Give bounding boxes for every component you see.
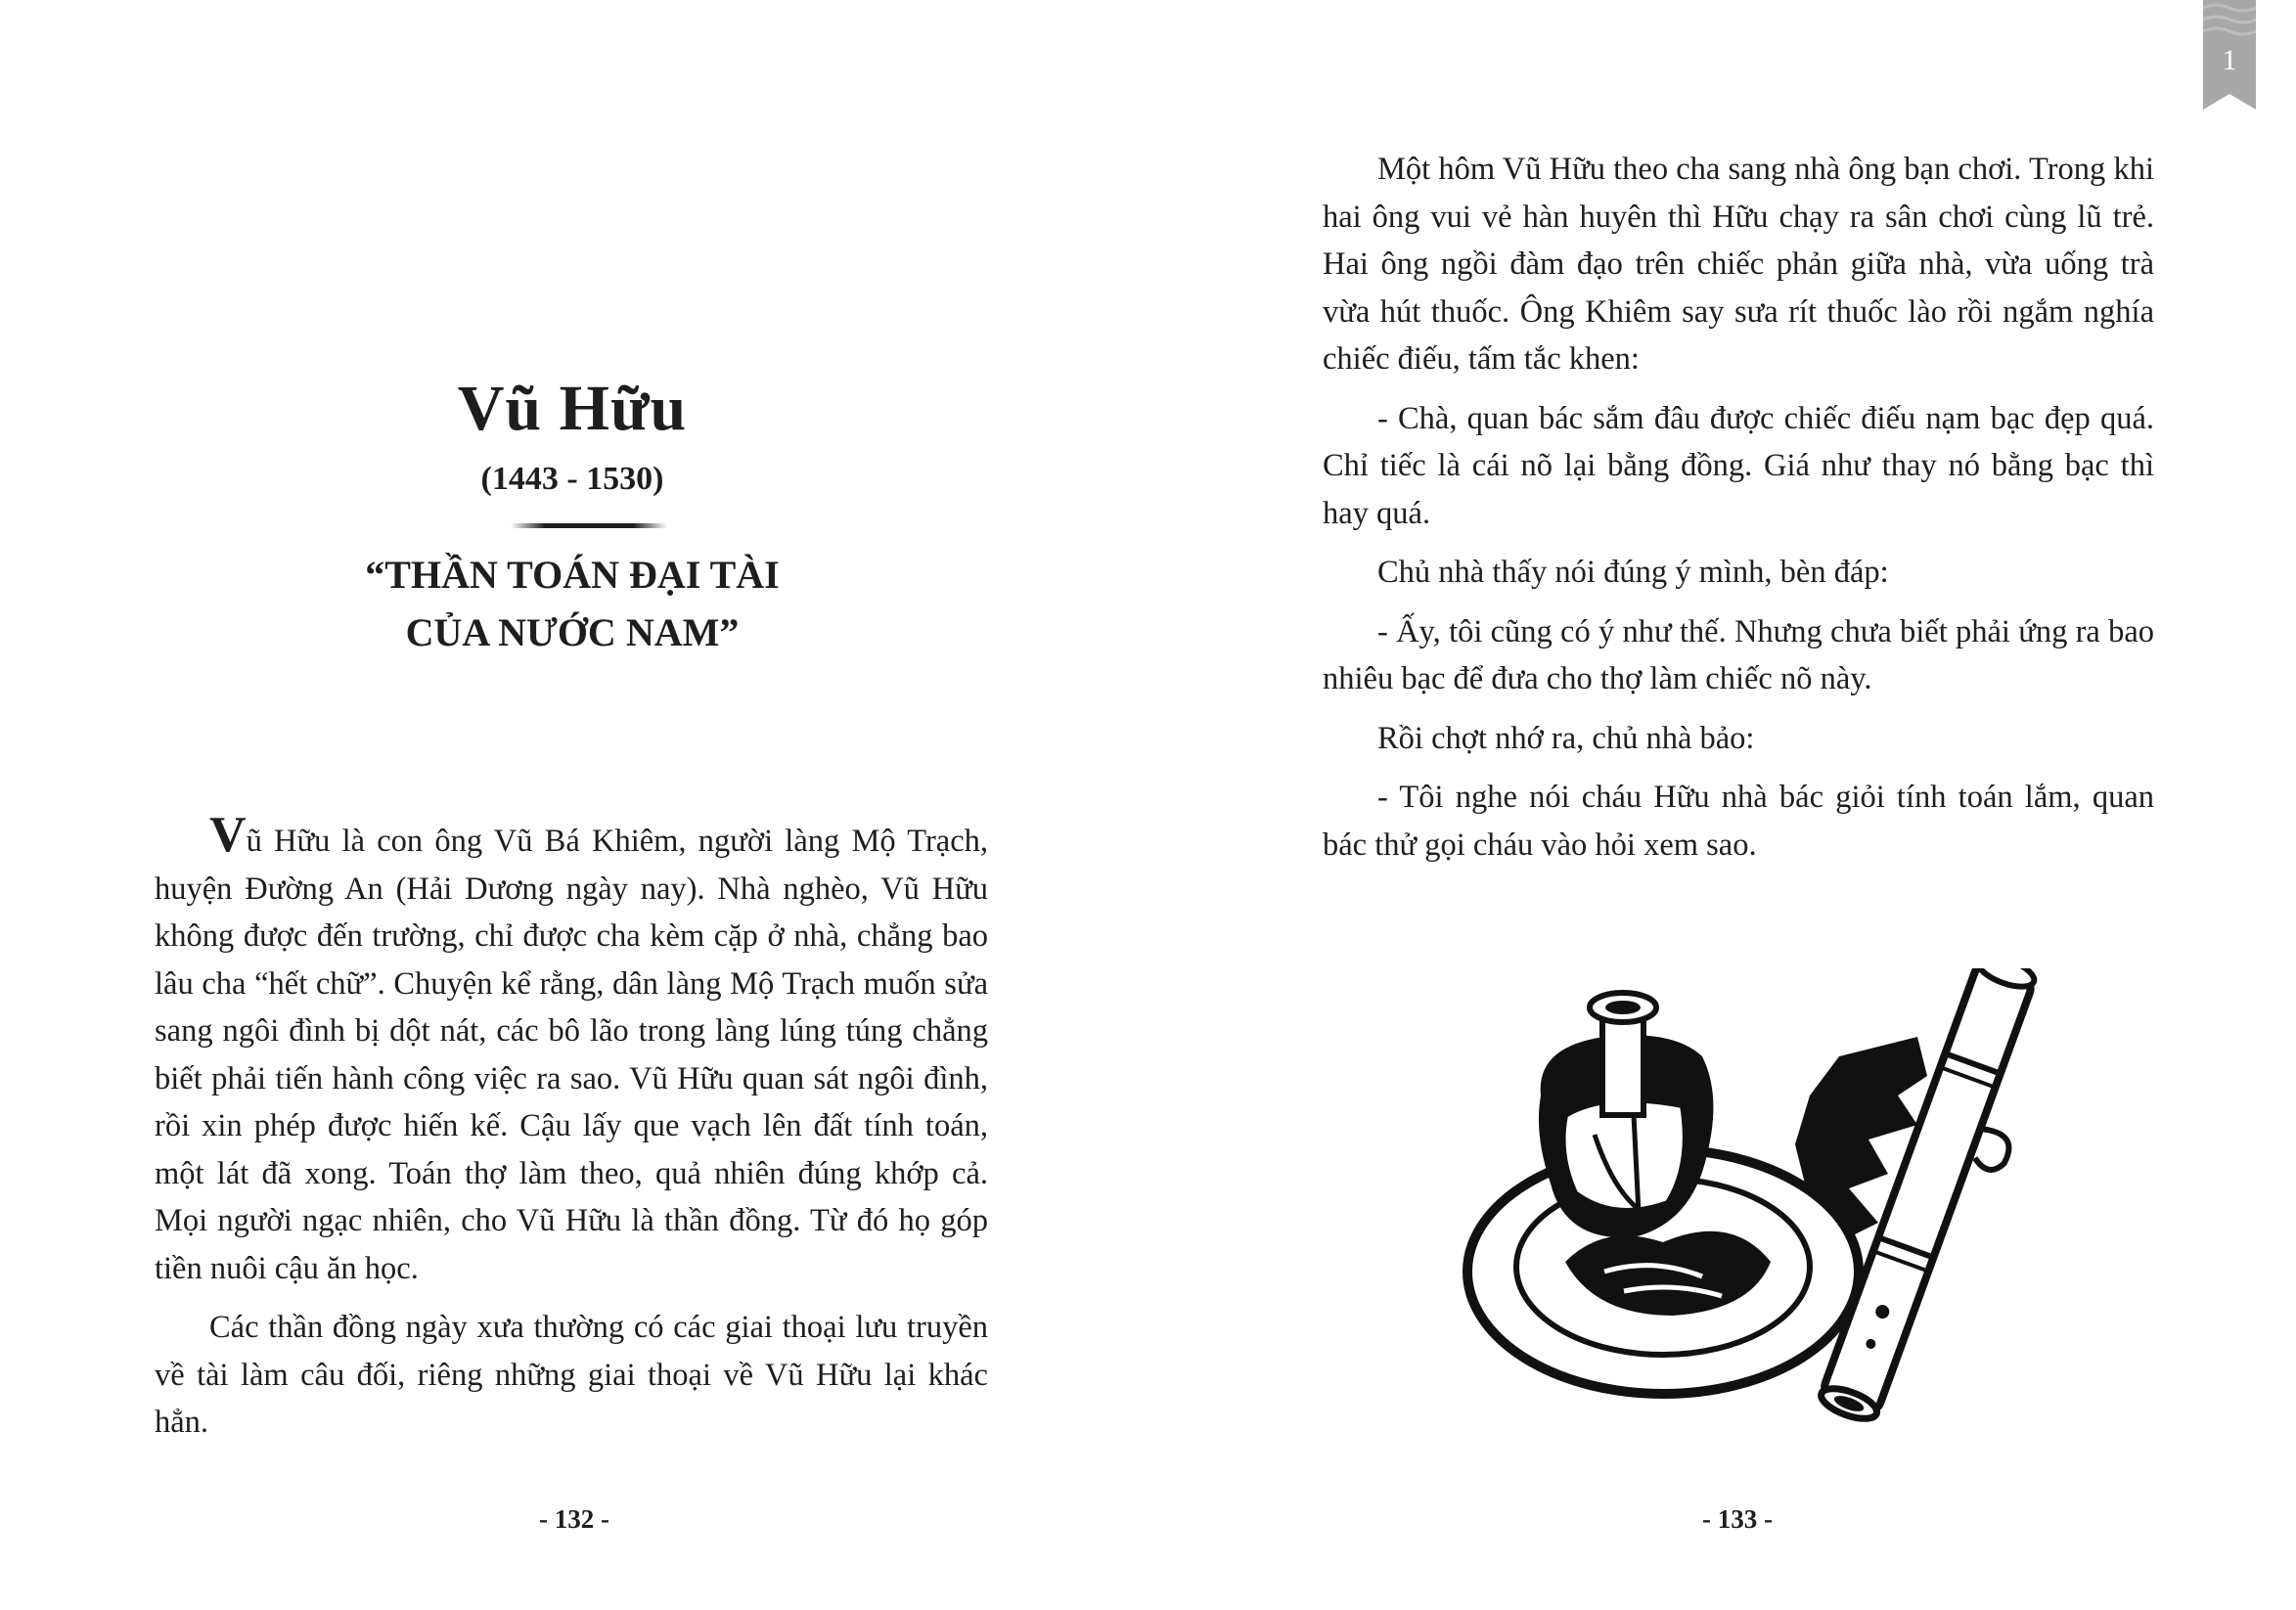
page-number-right: - 133 - [1702, 1504, 1773, 1534]
bookmark-number: 1 [2222, 44, 2237, 76]
right-body-text [1323, 146, 2154, 880]
chapter-title: Vũ Hữu [457, 373, 688, 444]
page-number-left: - 132 - [539, 1504, 609, 1534]
chapter-years: (1443 - 1530) [480, 461, 664, 497]
right-paragraph-3: Chủ nhà thấy nói đúng ý mình, bèn đáp: [1377, 555, 1889, 590]
tobacco-pipe-illustration [1458, 968, 2045, 1428]
right-paragraph-5: Rồi chợt nhớ ra, chủ nhà bảo: [1377, 720, 1755, 756]
subtitle-line-2: CỦA NƯỚC NAM” [405, 610, 740, 654]
right-paragraph-2: - Chà, quan bác sắm đâu được chiếc điếu nạm bạc đẹp quá. Chỉ tiếc là cái nõ lại bằng đồng. Giá như thay nó bằng bạc thì hay quá. [1323, 400, 2154, 531]
right-paragraph-1: Một hôm Vũ Hữu theo cha sang nhà ông bạn chơi. Trong khi hai ông vui vẻ hàn huyên thì Hữu chạy ra sân chơi cùng lũ trẻ. Hai ông ngồi đàm đạo trên chiếc phản giữa nhà, vừa uống trà vừa hút thuốc. Ông Khiêm say sưa rít thuốc lào rồi ngắm nghía chiếc điếu, tấm tắc khen: [1323, 152, 2154, 377]
right-paragraph-4: - Ấy, tôi cũng có ý như thế. Nhưng chưa biết phải ứng ra bao nhiêu bạc để đưa cho thợ làm chiếc nõ này. [1323, 613, 2154, 696]
paragraph-1-text: ũ Hữu là con ông Vũ Bá Khiêm, người làng Mộ Trạch, huyện Đường An (Hải Dương ngày nay). Nhà nghèo, Vũ Hữu không được đến trường, chỉ được cha kèm cặp ở nhà, chẳng bao lâu cha “hết chữ”. Chuyện kể rằng, dân làng Mộ Trạch muốn sửa sang ngôi đình bị dột nát, các bô lão trong làng lúng túng chẳng biết phải tiến hành công việc ra sao. Vũ Hữu quan sát ngôi đình, rồi xin phép được hiến kế. Cậu lấy que vạch lên đất tính toán, một lát đã xong. Toán thợ làm theo, quả nhiên đúng khớp cả. Mọi người ngạc nhiên, cho Vũ Hữu là thần đồng. Từ đó họ góp tiền nuôi cậu ăn học. [155, 824, 988, 1286]
paragraph-2: Các thần đồng ngày xưa thường có các giai thoại lưu truyền về tài làm câu đối, riêng những giai thoại về Vũ Hữu lại khác hẳn. [155, 1310, 988, 1440]
title-divider [511, 523, 667, 528]
left-body-text [155, 807, 988, 1458]
paragraph-1 [155, 807, 988, 1292]
subtitle-line-1: “THẦN TOÁN ĐẠI TÀI [365, 553, 780, 597]
drop-cap: V [209, 807, 247, 863]
chapter-subtitle [293, 546, 851, 661]
right-paragraph-6: - Tôi nghe nói cháu Hữu nhà bác giỏi tính toán lắm, quan bác thử gọi cháu vào hỏi xem sao. [1323, 780, 2154, 863]
